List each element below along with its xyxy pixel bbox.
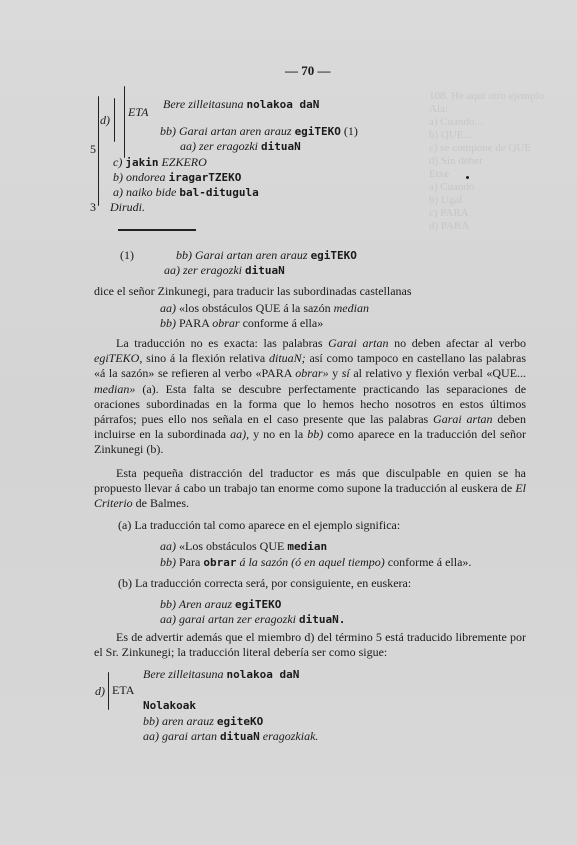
paragraph-1: La traducción no es exacta: las palabras Garai artan no deben afectar al verbo egiTEKO, sino á la flexión relativa dituaN; así como tampoco en castellano las palabras «á la sazón» se refieren al verbo «PARA obrar» y sí al relativo y flexión verbal «QUE... median» (a). Esta falta se descubre perfectamente practicando las separaciones de oraciones subordinadas en la forma que lo hemos hecho nosotros en estos últimos párrafos; pues ello nos señala en el caso presente que las palabras Garai artan deben incluirse en la subordinada aa), y no en la bb) como aparece en la traducción del señor Zinkunegi (b). — [94, 336, 527, 457]
scheme-line: c) jakin EZKERO — [113, 155, 207, 169]
footnote-marker: (1) — [120, 248, 134, 262]
scheme-line: b) ondorea iragarTZEKO — [113, 170, 242, 184]
footnote-rule — [118, 229, 196, 231]
paragraph-2: Esta pequeña distracción del traductor es más que disculpable en quien se ha propuesto llevar á cabo un trabajo tan enorme como supone la traducción al euskera de El Criterio de Balmes. — [94, 466, 526, 511]
dice-line: dice el señor Zinkunegi, para traducir las subordinadas castellanas — [94, 284, 412, 298]
brace — [114, 98, 115, 142]
nolakoak-line: Nolakoak — [143, 699, 196, 712]
item-b-line: bb) Aren arauz egiTEKO — [160, 597, 282, 611]
brace — [98, 96, 99, 206]
scheme-line: Bere zilleitasuna nolakoa daN — [163, 97, 320, 111]
page-number: — 70 — — [285, 63, 331, 78]
footnote-line: aa) zer eragozki dituaN — [164, 263, 285, 277]
dirudi-line: Dirudi. — [110, 200, 146, 214]
scheme-line: aa) zer eragozki dituaN — [180, 139, 301, 153]
castellana-line: bb) PARA obrar conforme á ella» — [160, 316, 324, 330]
footnote-line: bb) Garai artan aren arauz egiTEKO — [176, 248, 357, 262]
scheme-line: bb) Garai artan aren arauz egiTEKO (1) — [160, 124, 358, 138]
castellana-line: aa) «los obstáculos QUE á la sazón median — [160, 301, 369, 315]
item-a-line: bb) Para obrar á la sazón (ó en aquel tiempo) conforme á ella». — [160, 555, 472, 569]
item-a-line: aa) «Los obstáculos QUE median — [160, 539, 328, 553]
term-number: 5 — [90, 142, 96, 156]
bleed-through-text: 108. He aquí otro ejemplo Ala: a) Cuando... b) QUE... c) se compone de QUE d) Sin deber Etxe a) Cuando b) Ugal c) PARA d) PARA — [429, 90, 545, 232]
scheme-line: aa) garai artan dituaN eragozkiak. — [143, 729, 319, 743]
label-d: d) — [100, 113, 110, 127]
term-number: 3 — [90, 200, 96, 214]
paragraph-3: Es de advertir además que el miembro d) del término 5 está traducido libremente por el Sr. Zinkunegi; la traducción literal debería ser como sigue: — [94, 630, 526, 660]
scheme-line: a) naiko bide bal-ditugula — [113, 185, 259, 199]
ink-dot — [466, 176, 469, 179]
eta-label: ETA — [128, 105, 149, 119]
eta-label: ETA — [112, 683, 135, 697]
label-d: d) — [95, 684, 105, 698]
brace — [124, 86, 125, 158]
item-b-line: aa) garai artan zer eragozki dituaN. — [160, 612, 346, 626]
brace — [108, 672, 109, 710]
item-a-heading: (a) La traducción tal como aparece en el ejemplo significa: — [118, 518, 401, 532]
scheme-line: Bere zilleitasuna nolakoa daN — [143, 667, 300, 681]
item-b-heading: (b) La traducción correcta será, por consiguiente, en euskera: — [118, 576, 412, 590]
scheme-line: bb) aren arauz egiteKO — [143, 714, 264, 728]
